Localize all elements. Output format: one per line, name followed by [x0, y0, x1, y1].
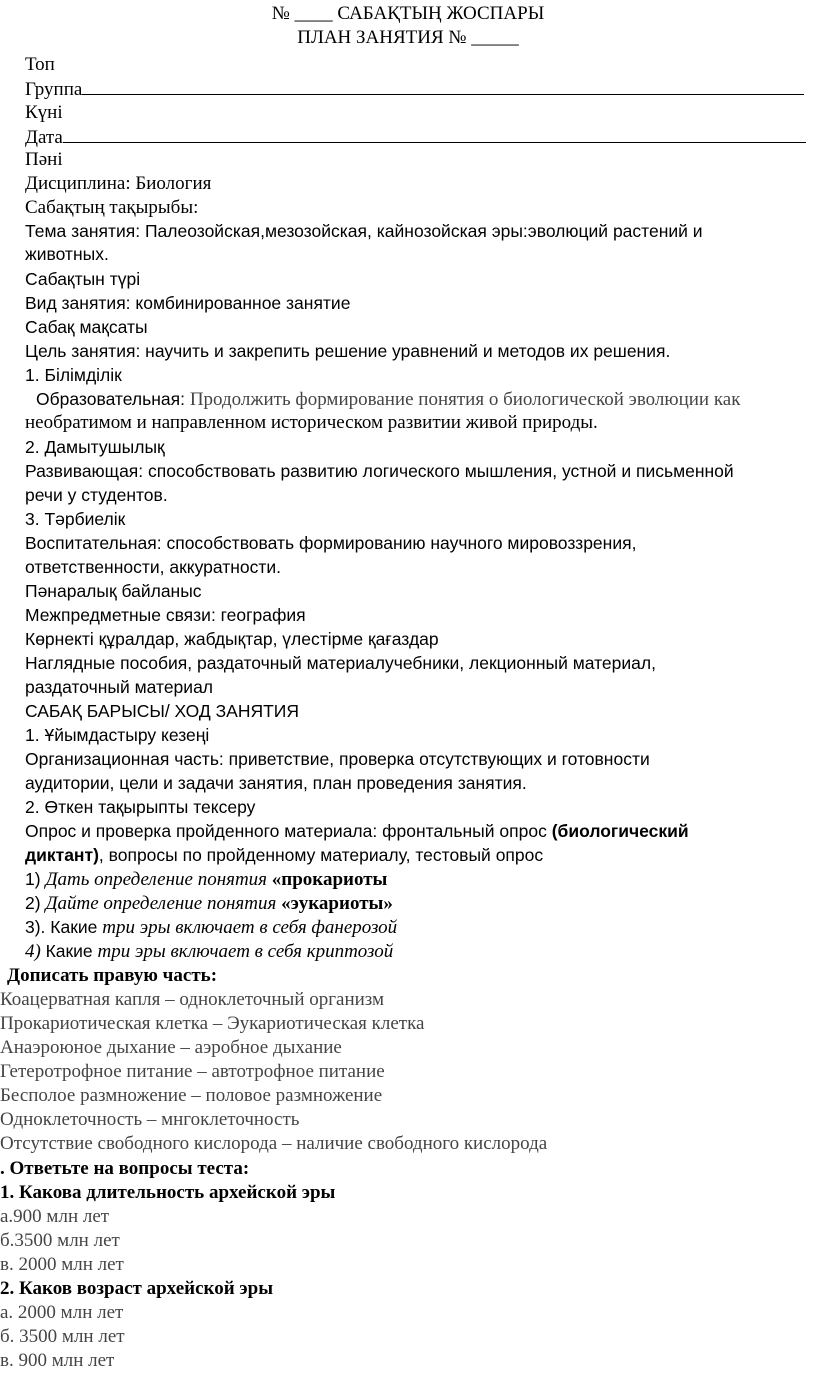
- stage2-kz: 2. Өткен тақырыпты тексеру: [25, 797, 256, 817]
- edu-label: Образовательная:: [36, 389, 190, 409]
- complete-item: Прокариотическая клетка – Эукариотическая клетка: [0, 1013, 425, 1034]
- q1-italic: Дать определение понятия: [45, 869, 272, 890]
- field-top: Топ: [25, 54, 55, 75]
- dev-kz: 2. Дамытушылық: [25, 437, 165, 457]
- dev-ru-line1: Развивающая: способствовать развитию логического мышления, устной и письменной: [25, 461, 734, 481]
- test-question-1: 1. Какова длительность архейской эры: [0, 1182, 336, 1203]
- field-group: [25, 77, 804, 102]
- aids-ru-line1: Наглядные пособия, раздаточный материалучебники, лекционный материал,: [25, 653, 656, 673]
- question-2: [25, 891, 393, 916]
- stage2-text-2a: диктант): [25, 845, 99, 865]
- q3-num: 3). Какие: [25, 917, 103, 937]
- complete-heading: Дописать правую часть:: [7, 965, 218, 986]
- edu-ru-line2: необратимом и направленном историческом развитии живой природы.: [25, 412, 598, 433]
- q1-bold: «прокариоты: [271, 869, 388, 890]
- field-pani: Пәні: [25, 149, 63, 170]
- field-kuni: Күні: [25, 102, 63, 123]
- stage2-text-1b: (биологический: [551, 821, 689, 841]
- field-group-label: Группа: [25, 79, 83, 100]
- inter-kz: Пәнаралық байланыс: [25, 581, 202, 601]
- complete-item: Анаэроюное дыхание – аэробное дыхание: [0, 1037, 342, 1058]
- edu-text-1: Продолжить формирование понятия о биологической эволюции как: [189, 389, 741, 410]
- q1-num: 1): [25, 869, 46, 889]
- q3-italic: три эры включает в себя фанерозой: [102, 917, 398, 938]
- up-kz: 3. Тәрбиелік: [25, 509, 126, 529]
- aids-kz: Көрнекті құралдар, жабдықтар, үлестірме қағаздар: [25, 629, 439, 649]
- aids-ru-line2: раздаточный материал: [25, 677, 214, 697]
- stage1-kz: 1. Ұйымдастыру кезеңі: [25, 725, 210, 745]
- complete-item: Гетеротрофное питание – автотрофное питание: [0, 1061, 385, 1082]
- topic-ru-line1: Тема занятия: Палеозойская,мезозойская, кайнозойская эры:эволюций растений и: [25, 221, 703, 241]
- test-q2-option-b: б. 3500 млн лет: [0, 1326, 125, 1347]
- dev-ru-line2: речи у студентов.: [25, 485, 168, 505]
- type-kz: Сабақтын түрі: [25, 269, 141, 289]
- q4-num: 4): [25, 941, 46, 962]
- question-1: [25, 867, 387, 892]
- stage1-ru-line2: аудитории, цели и задачи занятия, план проведения занятия.: [25, 773, 527, 793]
- edu-kz: 1. Білімділік: [25, 365, 122, 385]
- goal-kz: Сабақ мақсаты: [25, 317, 148, 337]
- field-discipline: Дисциплина: Биология: [25, 173, 212, 194]
- q4-italic: три эры включает в себя криптозой: [97, 941, 394, 962]
- complete-item: Бесполое размножение – половое размножение: [0, 1085, 383, 1106]
- group-blank-line: [82, 77, 804, 95]
- up-ru-line1: Воспитательная: способствовать формированию научного мировоззрения,: [25, 533, 637, 553]
- field-topic-kz: Сабақтың тақырыбы:: [25, 197, 199, 218]
- inter-ru: Межпредметные связи: география: [25, 605, 306, 625]
- test-q2-option-c: в. 900 млн лет: [0, 1350, 115, 1371]
- up-ru-line2: ответственности, аккуратности.: [25, 557, 282, 577]
- test-q1-option-b: б.3500 млн лет: [0, 1230, 120, 1251]
- course-heading: САБАҚ БАРЫСЫ/ ХОД ЗАНЯТИЯ: [25, 701, 300, 721]
- date-blank-line: [63, 125, 806, 143]
- stage2-text-1a: Опрос и проверка пройденного материала: фронтальный опрос: [25, 821, 552, 841]
- q2-num: 2): [25, 893, 46, 913]
- test-q2-option-a: а. 2000 млн лет: [0, 1302, 124, 1323]
- type-ru: Вид занятия: комбинированное занятие: [25, 293, 351, 313]
- q2-bold: «эукариоты»: [281, 893, 393, 914]
- edu-ru-line1: [36, 387, 740, 412]
- q4-plain: Какие: [45, 941, 98, 961]
- question-3: [25, 915, 397, 940]
- test-q1-option-c: в. 2000 млн лет: [0, 1254, 124, 1275]
- topic-ru-line2: животных.: [25, 244, 109, 264]
- stage1-ru-line1: Организационная часть: приветствие, проверка отсутствующих и готовности: [25, 749, 650, 769]
- goal-ru: Цель занятия: научить и закрепить решение уравнений и методов их решения.: [25, 341, 671, 361]
- complete-item: Одноклеточность – мнгоклеточность: [0, 1109, 300, 1130]
- title-kz: № ____ САБАҚТЫҢ ЖОСПАРЫ: [271, 3, 545, 24]
- test-question-2: 2. Каков возраст архейской эры: [0, 1278, 274, 1299]
- question-4: [25, 939, 393, 964]
- test-heading: . Ответьте на вопросы теста:: [0, 1158, 250, 1179]
- stage2-ru-line2: [25, 843, 543, 867]
- stage2-ru-line1: [25, 819, 689, 843]
- field-date: [25, 125, 806, 150]
- complete-item: Коацерватная капля – одноклеточный организм: [0, 989, 385, 1010]
- title-ru: ПЛАН ЗАНЯТИЯ № _____: [297, 27, 519, 48]
- stage2-text-2b: , вопросы по пройденному материалу, тестовый опрос: [98, 845, 544, 865]
- complete-item: Отсутствие свободного кислорода – наличие свободного кислорода: [0, 1133, 548, 1154]
- q2-italic: Дайте определение понятия: [45, 893, 282, 914]
- field-date-label: Дата: [25, 127, 63, 148]
- test-q1-option-a: а.900 млн лет: [0, 1206, 110, 1227]
